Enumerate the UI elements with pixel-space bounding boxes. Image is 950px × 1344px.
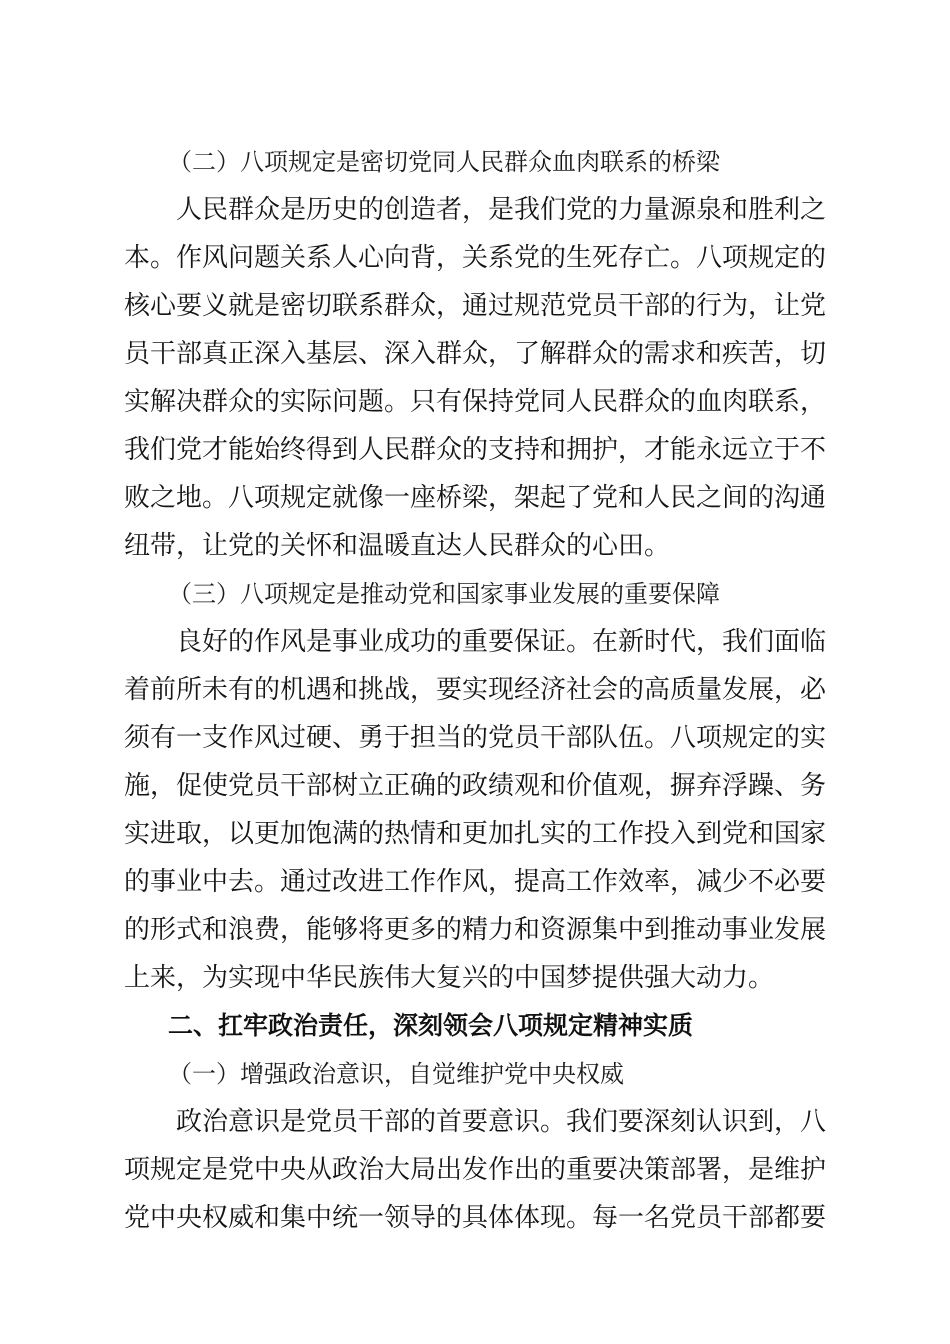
paragraph-line: 须有一支作风过硬、勇于担当的党员干部队伍。八项规定的实 — [124, 723, 827, 753]
paragraph-line: 的事业中去。通过改进工作作风，提高工作效率，减少不必要 — [124, 867, 827, 897]
paragraph-line: 良好的作风是事业成功的重要保证。在新时代，我们面临 — [176, 627, 827, 657]
paragraph-line: 着前所未有的机遇和挑战，要实现经济社会的高质量发展，必 — [124, 675, 827, 705]
paragraph-line: 政治意识是党员干部的首要意识。我们要深刻认识到，八 — [176, 1107, 827, 1137]
paragraph-line: 纽带，让党的关怀和温暖直达人民群众的心田。 — [124, 531, 671, 561]
paragraph-line: 人民群众是历史的创造者，是我们党的力量源泉和胜利之 — [176, 195, 827, 225]
paragraph-line: 败之地。八项规定就像一座桥梁，架起了党和人民之间的沟通 — [124, 483, 827, 513]
part-2-section-1-paragraph — [124, 1098, 826, 1242]
paragraph-line: 施，促使党员干部树立正确的政绩观和价值观，摒弃浮躁、务 — [124, 771, 827, 801]
paragraph-line: 实解决群众的实际问题。只有保持党同人民群众的血肉联系， — [124, 387, 827, 417]
paragraph-line: 核心要义就是密切联系群众，通过规范党员干部的行为，让党 — [124, 291, 827, 321]
paragraph-line: 我们党才能始终得到人民群众的支持和拥护，才能永远立于不 — [124, 435, 827, 465]
section-heading-3: （三）八项规定是推动党和国家事业发展的重要保障 — [168, 580, 720, 608]
document-body — [124, 138, 826, 1242]
paragraph-line: 本。作风问题关系人心向背，关系党的生死存亡。八项规定的 — [124, 243, 827, 273]
paragraph-line: 项规定是党中央从政治大局出发作出的重要决策部署，是维护 — [124, 1155, 827, 1185]
section-2-paragraph — [124, 186, 826, 570]
section-heading-2: （二）八项规定是密切党同人民群众血肉联系的桥梁 — [168, 148, 720, 176]
paragraph-line: 上来，为实现中华民族伟大复兴的中国梦提供强大动力。 — [124, 963, 775, 993]
paragraph-line: 的形式和浪费，能够将更多的精力和资源集中到推动事业发展 — [124, 915, 827, 945]
part-2-section-heading-1: （一）增强政治意识，自觉维护党中央权威 — [168, 1060, 624, 1088]
paragraph-line: 员干部真正深入基层、深入群众，了解群众的需求和疾苦，切 — [124, 339, 827, 369]
part-heading-2: 二、扛牢政治责任，深刻领会八项规定精神实质 — [168, 1011, 694, 1040]
paragraph-line: 党中央权威和集中统一领导的具体体现。每一名党员干部都要 — [124, 1203, 827, 1233]
section-3-paragraph — [124, 618, 826, 1002]
paragraph-line: 实进取，以更加饱满的热情和更加扎实的工作投入到党和国家 — [124, 819, 827, 849]
